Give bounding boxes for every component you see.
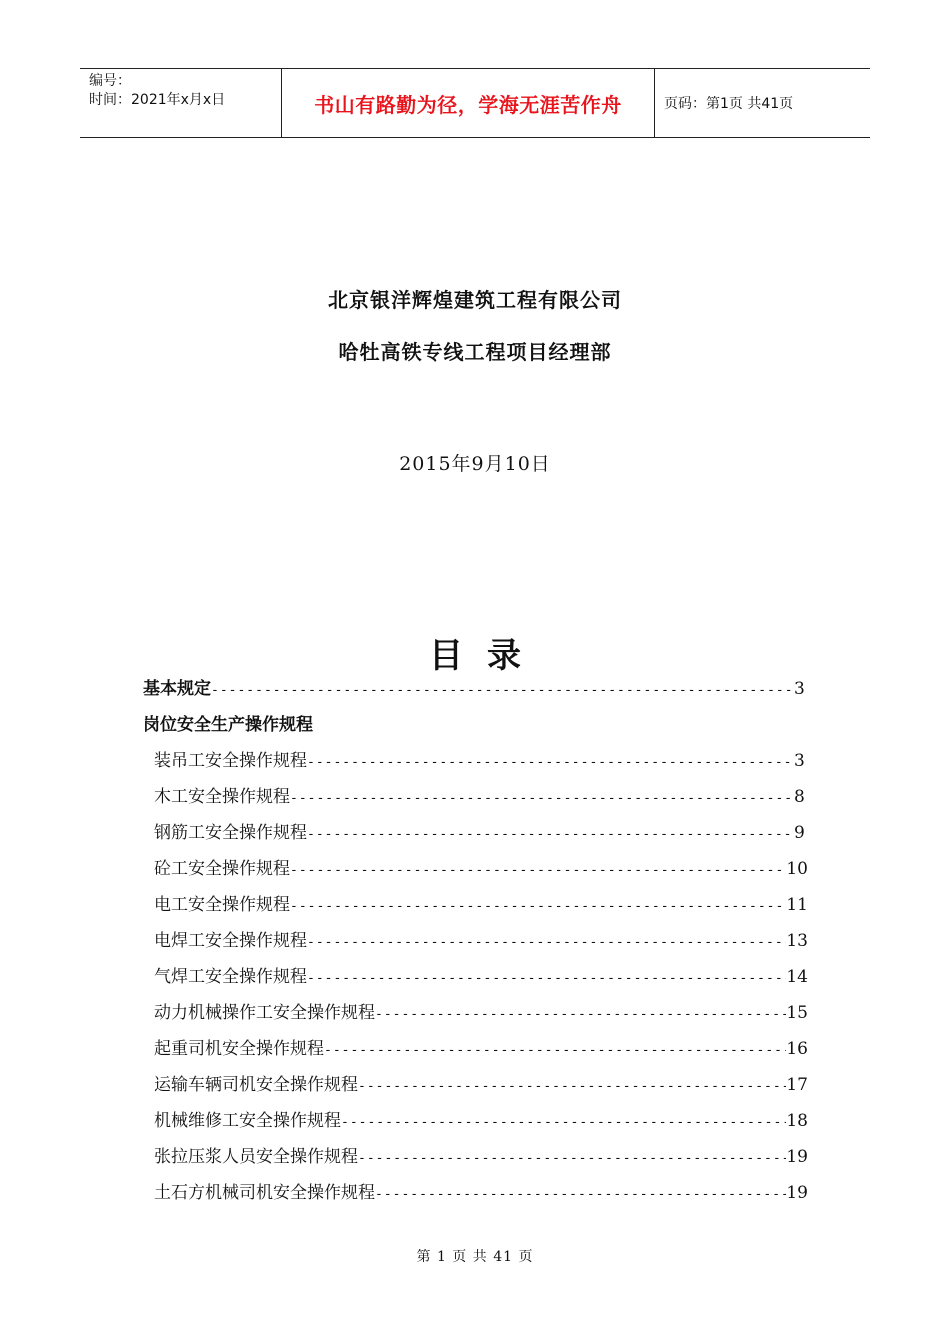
toc-entry[interactable] xyxy=(143,676,808,712)
toc-leader xyxy=(358,1074,786,1100)
page-footer: 第 1 页 共 41 页 xyxy=(416,1249,534,1265)
toc-entry-label: 机械维修工安全操作规程 xyxy=(154,1111,341,1131)
toc-leader xyxy=(375,1182,786,1208)
toc-entry-label: 张拉压浆人员安全操作规程 xyxy=(154,1147,358,1167)
toc-entry-label: 钢筋工安全操作规程 xyxy=(154,823,307,843)
company-name: 北京银洋辉煌建筑工程有限公司 xyxy=(328,288,622,312)
toc-entry-page: 11 xyxy=(786,895,808,915)
toc-entry-label: 砼工安全操作规程 xyxy=(154,859,290,879)
toc-entry[interactable] xyxy=(143,1000,808,1036)
document-date: 2015年9月10日 xyxy=(399,453,551,475)
toc-entry-page: 3 xyxy=(794,751,805,771)
toc-entry[interactable] xyxy=(143,1144,808,1180)
toc-entry[interactable] xyxy=(143,928,808,964)
toc-entry-label: 运输车辆司机安全操作规程 xyxy=(154,1075,358,1095)
toc-entry[interactable] xyxy=(143,1108,808,1144)
toc-entry-page: 10 xyxy=(786,859,808,879)
toc-entry[interactable] xyxy=(143,892,808,928)
toc-leader xyxy=(324,1038,786,1064)
header-page-info: 页码：第1页 共41页 xyxy=(664,96,794,112)
toc-entry-label: 动力机械操作工安全操作规程 xyxy=(154,1003,375,1023)
toc-leader xyxy=(307,822,794,848)
toc-leader xyxy=(307,966,786,992)
toc-entry[interactable] xyxy=(143,1036,808,1072)
toc-leader xyxy=(307,750,794,776)
toc-entry-page: 9 xyxy=(794,823,805,843)
toc-entry-page: 19 xyxy=(786,1183,808,1203)
toc-section-heading[interactable] xyxy=(143,712,808,748)
toc-entry-page: 18 xyxy=(786,1111,808,1131)
toc-entry-label: 电焊工安全操作规程 xyxy=(154,931,307,951)
toc-entry-page: 13 xyxy=(786,931,808,951)
toc-leader xyxy=(290,858,786,884)
toc-entry-label: 气焊工安全操作规程 xyxy=(154,967,307,987)
toc-leader xyxy=(375,1002,786,1028)
toc-entry-label: 基本规定 xyxy=(143,679,211,699)
toc-entry[interactable] xyxy=(143,1072,808,1108)
toc-entry[interactable] xyxy=(143,784,808,820)
time-label: 时间：2021年x月x日 xyxy=(89,92,226,108)
page-header xyxy=(80,68,870,138)
toc-entry[interactable] xyxy=(143,964,808,1000)
toc-entry-page: 14 xyxy=(786,967,808,987)
toc-entry-page: 17 xyxy=(786,1075,808,1095)
toc-entry-page: 8 xyxy=(794,787,805,807)
toc-entry-label: 土石方机械司机安全操作规程 xyxy=(154,1183,375,1203)
toc-entry-page: 16 xyxy=(786,1039,808,1059)
department-name: 哈牡高铁专线工程项目经理部 xyxy=(338,340,612,364)
toc-leader xyxy=(211,678,794,704)
toc-entry[interactable] xyxy=(143,748,808,784)
table-of-contents xyxy=(143,676,808,1216)
toc-leader xyxy=(290,894,786,920)
toc-entry[interactable] xyxy=(143,856,808,892)
toc-leader xyxy=(290,786,794,812)
toc-entry-label: 木工安全操作规程 xyxy=(154,787,290,807)
toc-leader xyxy=(307,930,786,956)
toc-entry-label: 电工安全操作规程 xyxy=(154,895,290,915)
toc-leader xyxy=(341,1110,786,1136)
toc-entry[interactable] xyxy=(143,1180,808,1216)
toc-entry-label: 起重司机安全操作规程 xyxy=(154,1039,324,1059)
toc-leader xyxy=(358,1146,786,1172)
header-motto: 书山有路勤为径，学海无涯苦作舟 xyxy=(281,69,655,137)
toc-entry-page: 15 xyxy=(786,1003,808,1023)
number-label: 编号： xyxy=(89,73,131,89)
header-meta xyxy=(80,69,281,137)
toc-title: 目录 xyxy=(429,636,545,676)
toc-entry-page: 3 xyxy=(794,679,805,699)
toc-entry-label: 岗位安全生产操作规程 xyxy=(143,715,313,735)
toc-entry[interactable] xyxy=(143,820,808,856)
toc-entry-label: 装吊工安全操作规程 xyxy=(154,751,307,771)
toc-entry-page: 19 xyxy=(786,1147,808,1167)
